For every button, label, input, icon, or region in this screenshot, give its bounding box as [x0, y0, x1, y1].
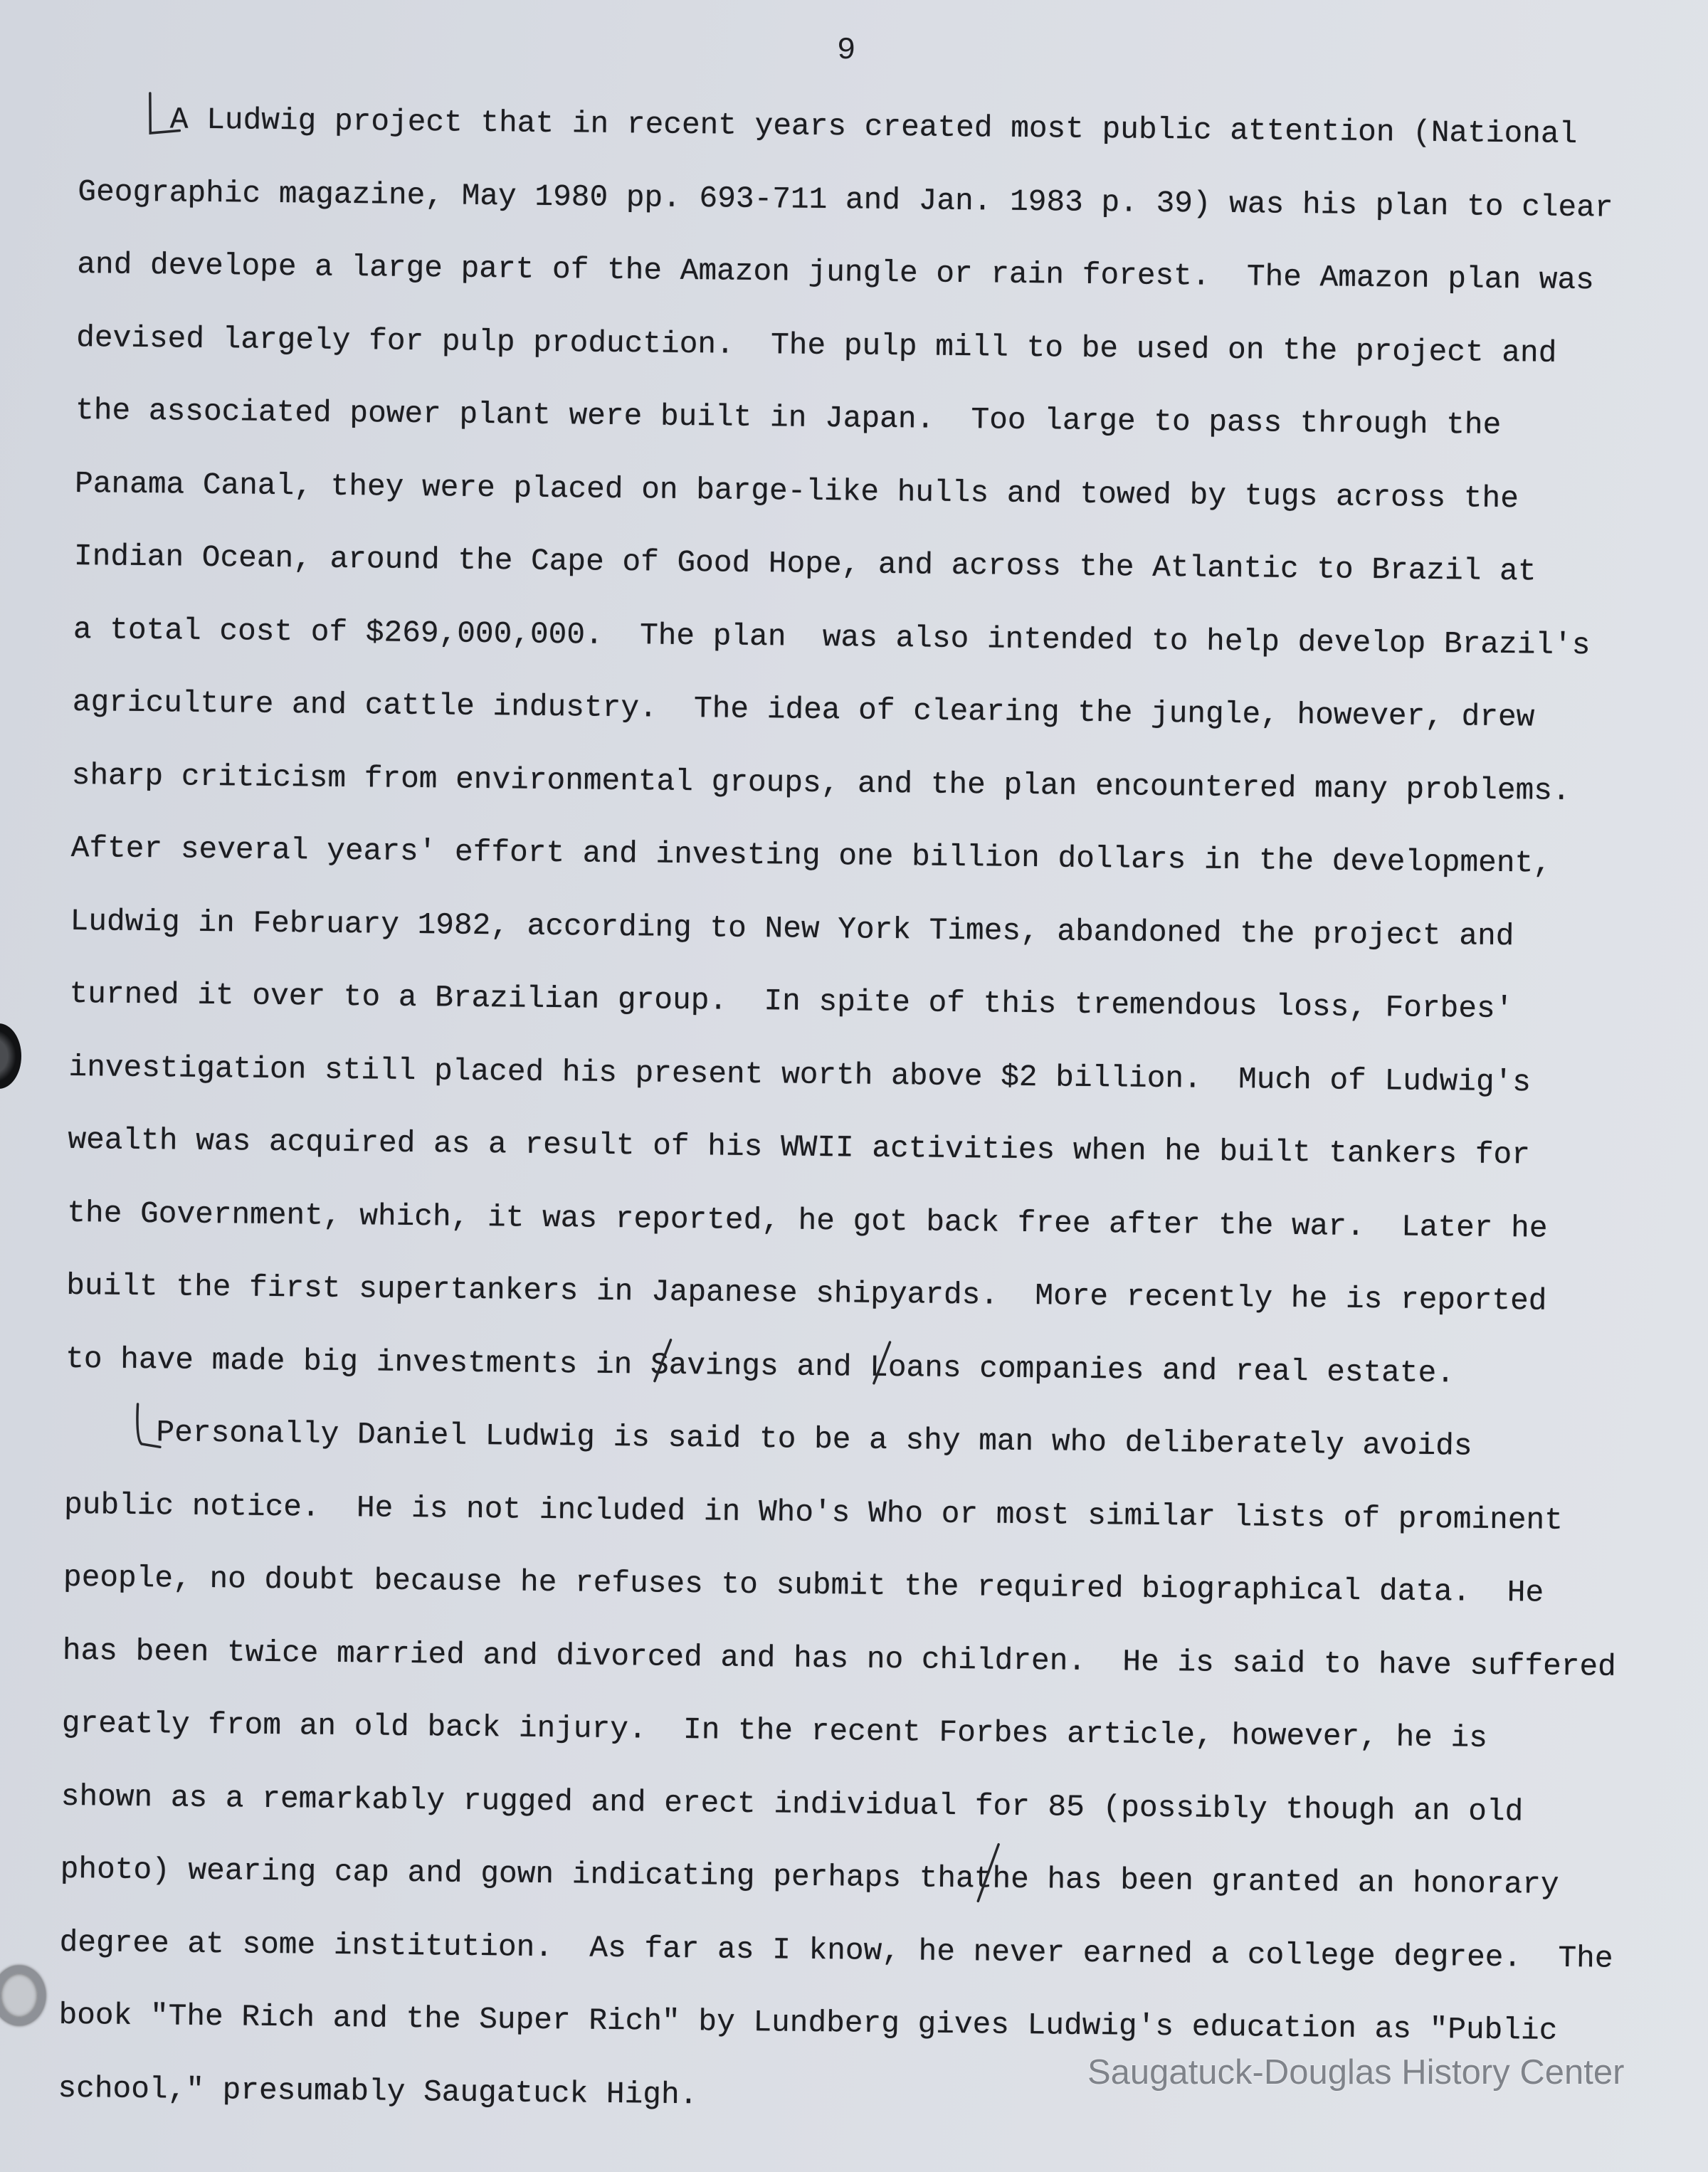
text-line: the Government, which, it was reported, he got back free after the war. Later he	[67, 1195, 1548, 1246]
text-line: After several years' effort and investing one billion dollars in the development,	[70, 830, 1552, 881]
text-line: Panama Canal, they were placed on barge-like hulls and towed by tugs across the	[74, 465, 1519, 516]
text-line: to have made big investments in Savings and Loans companies and real estate.	[65, 1341, 1455, 1391]
text-line: and develope a large part of the Amazon jungle or rain forest. The Amazon plan was	[77, 246, 1595, 298]
binder-hole-icon	[0, 1023, 21, 1089]
text-line: degree at some institution. As far as I know, he never earned a college degree. The	[59, 1924, 1613, 1976]
text-line: agriculture and cattle industry. The idea of clearing the jungle, however, drew	[72, 684, 1535, 735]
text-line: greatly from an old back injury. In the recent Forbes article, however, he is	[61, 1705, 1488, 1756]
text-line: school," presumably Saugatuck High.	[58, 2070, 698, 2112]
paragraph-ludwig-personal	[58, 1396, 1660, 2141]
text-line: shown as a remarkably rugged and erect individual for 85 (possibly though an old	[60, 1778, 1524, 1829]
text-line: public notice. He is not included in Who's Who or most similar lists of prominent	[63, 1487, 1564, 1538]
text-line: investigation still placed his present worth above $2 billion. Much of Ludwig's	[68, 1049, 1532, 1100]
text-line: built the first supertankers in Japanese shipyards. More recently he is reported	[66, 1267, 1547, 1319]
text-line: Personally Daniel Ludwig is said to be a shy man who deliberately avoids	[156, 1415, 1472, 1464]
text-line: devised largely for pulp production. The pulp mill to be used on the project and	[75, 320, 1557, 371]
text-line: people, no doubt because he refuses to submit the required biographical data. He	[63, 1559, 1544, 1610]
text-line: a total cost of $269,000,000. The plan was also intended to help develop Brazil's	[73, 611, 1591, 663]
text-line: wealth was acquired as a result of his WWII activities when he built tankers for	[68, 1122, 1531, 1173]
watermark: Saugatuck-Douglas History Center	[1087, 2053, 1625, 2092]
text-line: the associated power plant were built in Japan. Too large to pass through the	[75, 392, 1502, 443]
text-line: Geographic magazine, May 1980 pp. 693-711 and Jan. 1983 p. 39) was his plan to clear	[78, 174, 1613, 226]
text-line: sharp criticism from environmental groups, and the plan encountered many problems.	[71, 757, 1571, 808]
page-number: 9	[837, 33, 856, 68]
text-line: A Ludwig project that in recent years created most public attention (National	[169, 102, 1578, 152]
paragraph-ludwig-amazon-project	[65, 83, 1673, 1412]
text-line: book "The Rich and the Super Rich" by Lundberg gives Ludwig's education as "Public	[58, 1997, 1558, 2048]
typewritten-body	[58, 83, 1673, 2149]
text-line: has been twice married and divorced and has no children. He is said to have suffered	[62, 1633, 1617, 1685]
text-line: Indian Ocean, around the Cape of Good Hope, and across the Atlantic to Brazil at	[73, 538, 1536, 589]
text-line: turned it over to a Brazilian group. In spite of this tremendous loss, Forbes'	[69, 976, 1514, 1027]
text-line: photo) wearing cap and gown indicating perhaps thathe has been granted an honorary	[60, 1851, 1559, 1902]
text-line: Ludwig in February 1982, according to New York Times, abandoned the project and	[70, 903, 1514, 954]
binder-ring-icon	[0, 1966, 46, 2025]
